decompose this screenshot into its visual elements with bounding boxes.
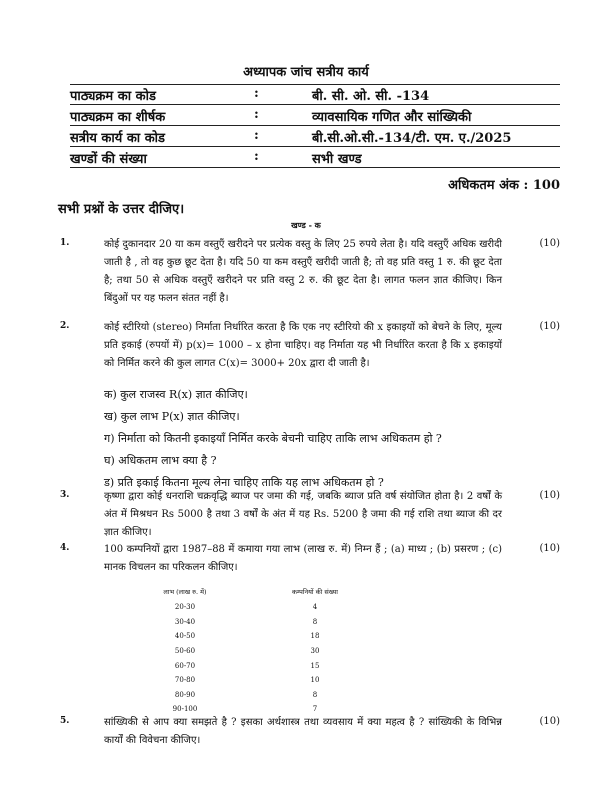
profit-range: 80-90 <box>174 690 196 699</box>
question-marks: (10) <box>539 716 560 727</box>
question-text: कोई दुकानदार 20 या कम वस्तुएँ खरीदने पर प्रत्येक वस्तु के लिए 25 रुपये लेता है। यदि वस्तुएँ अधिक खरीदी जाती है , तो वह कुछ छूट देता है। यदि 50 या कम वस्तुएँ खरीदी जाती है; तो वह प्रति वस्तु 1 रु. की छूट देता है; तथा 50 से अधिक वस्तुएँ खरीदने पर प्रति वस्तु 2 रु. की छूट देता है। लागत फलन ज्ञात कीजिए। किन बिंदुओं पर यह फलन संतत नहीं है। <box>104 239 502 304</box>
section-heading: खण्ड - क <box>291 220 321 230</box>
profit-frequency-table <box>155 587 415 717</box>
info-value: सभी खण्ड <box>312 152 362 167</box>
question-part-b: ख) कुल लाभ P(x) ज्ञात कीजिए। <box>104 410 240 423</box>
table-row <box>155 658 415 673</box>
document-title: अध्यापक जांच सत्रीय कार्य <box>243 65 369 80</box>
company-count: 8 <box>312 617 318 626</box>
info-colon: : <box>254 107 259 122</box>
question-text: 100 कम्पनियों द्वारा 1987–88 में कमाया गया लाभ (लाख रु. में) निम्न हैं ; (a) माध्य ; (b) प्रसरण ; (c) मानक विचलन का परिकलन कीजिए। <box>104 544 502 573</box>
question-marks: (10) <box>539 490 560 501</box>
info-label: खण्डों की संख्या <box>70 152 147 167</box>
question-1 <box>60 238 560 308</box>
maximum-marks: अधिकतम अंक : 100 <box>448 178 560 193</box>
question-text: सांख्यिकी से आप क्या समझते है ? इसका अर्थशास्त्र तथा व्यवसाय में क्या महत्व है ? सांख्यिकी के विभिन्न कार्यों की विवेचना कीजिए। <box>104 717 502 746</box>
table-row <box>155 673 415 688</box>
question-text: कोई स्टीरियो (stereo) निर्माता निर्धारित करता है कि एक नए स्टीरियो की x इकाइयों को बेचने के लिए, मूल्य प्रति इकाई (रुपयों में) p(x)= 1000 – x होना चाहिए। वह निर्माता यह भी निर्धारित करता है कि x इकाइयों को निर्मित करने की कुल लागत C(x)= 3000+ 20x द्वारा दी जाती है। <box>104 322 502 369</box>
column-header-companies: कम्पनियों की संख्या <box>292 588 338 596</box>
instruction-text: सभी प्रश्नों के उत्तर दीजिए। <box>58 202 185 217</box>
info-label: पाठ्यक्रम का कोड <box>70 89 156 104</box>
profit-range: 20-30 <box>174 603 196 612</box>
info-colon: : <box>254 128 259 143</box>
question-2 <box>60 321 560 491</box>
question-marks: (10) <box>539 543 560 554</box>
info-row-course-title <box>70 105 560 126</box>
info-value: बी.सी.ओ.सी.-134/टी. एम. ए./2025 <box>312 131 512 146</box>
info-value: बी. सी. ओ. सी. -134 <box>312 89 430 104</box>
profit-range: 60-70 <box>174 661 196 670</box>
company-count: 18 <box>310 632 320 641</box>
info-row-blocks <box>70 147 560 168</box>
question-number: 1. <box>60 238 70 248</box>
company-count: 8 <box>312 690 318 699</box>
question-5 <box>60 716 560 756</box>
question-part-c: ग) निर्माता को कितनी इकाइयाँ निर्मित करके बेचनी चाहिए ताकि लाभ अधिकतम हो ? <box>104 432 442 445</box>
question-marks: (10) <box>539 238 560 249</box>
course-info-table <box>70 84 560 168</box>
profit-range: 50-60 <box>174 647 196 656</box>
table-header-row <box>155 587 415 600</box>
table-row <box>155 644 415 659</box>
table-row <box>155 688 415 703</box>
info-colon: : <box>254 86 259 101</box>
table-row <box>155 600 415 615</box>
question-part-e: ड) प्रति इकाई कितना मूल्य लेना चाहिए ताकि यह लाभ अधिकतम हो ? <box>104 476 384 489</box>
question-text: कृष्णा द्वारा कोई धनराशि चक्रवृद्धि ब्याज पर जमा की गई, जबकि ब्याज प्रति वर्ष संयोजित होता है। 2 वर्षों के अंत में मिश्रधन Rs 5000 है तथा 3 वर्षों के अंत में यह Rs. 5200 है जमा की गई राशि तथा ब्याज की दर ज्ञात कीजिए। <box>104 491 502 538</box>
info-colon: : <box>254 149 259 164</box>
info-row-course-code <box>70 84 560 105</box>
company-count: 4 <box>312 603 318 612</box>
company-count: 15 <box>310 661 320 670</box>
company-count: 7 <box>312 705 318 714</box>
company-count: 30 <box>310 647 320 656</box>
table-row <box>155 615 415 630</box>
info-label: सत्रीय कार्य का कोड <box>70 131 165 146</box>
question-4 <box>60 543 560 583</box>
question-part-d: घ) अधिकतम लाभ क्या है ? <box>104 454 217 467</box>
profit-range: 40-50 <box>174 632 196 641</box>
question-number: 3. <box>60 490 70 500</box>
info-label: पाठ्यक्रम का शीर्षक <box>70 110 166 125</box>
profit-range: 70-80 <box>174 676 196 685</box>
question-number: 5. <box>60 716 70 726</box>
question-part-a: क) कुल राजस्व R(x) ज्ञात कीजिए। <box>104 388 248 401</box>
question-number: 2. <box>60 321 70 331</box>
question-marks: (10) <box>539 321 560 332</box>
profit-range: 30-40 <box>174 617 196 626</box>
table-row <box>155 629 415 644</box>
info-value: व्यावसायिक गणित और सांख्यिकी <box>312 110 472 125</box>
question-number: 4. <box>60 543 70 553</box>
profit-range: 90-100 <box>172 705 198 714</box>
company-count: 10 <box>310 676 320 685</box>
info-row-assignment-code <box>70 126 560 147</box>
column-header-profit: लाभ (लाख रु. में) <box>163 588 207 596</box>
question-3 <box>60 490 560 544</box>
